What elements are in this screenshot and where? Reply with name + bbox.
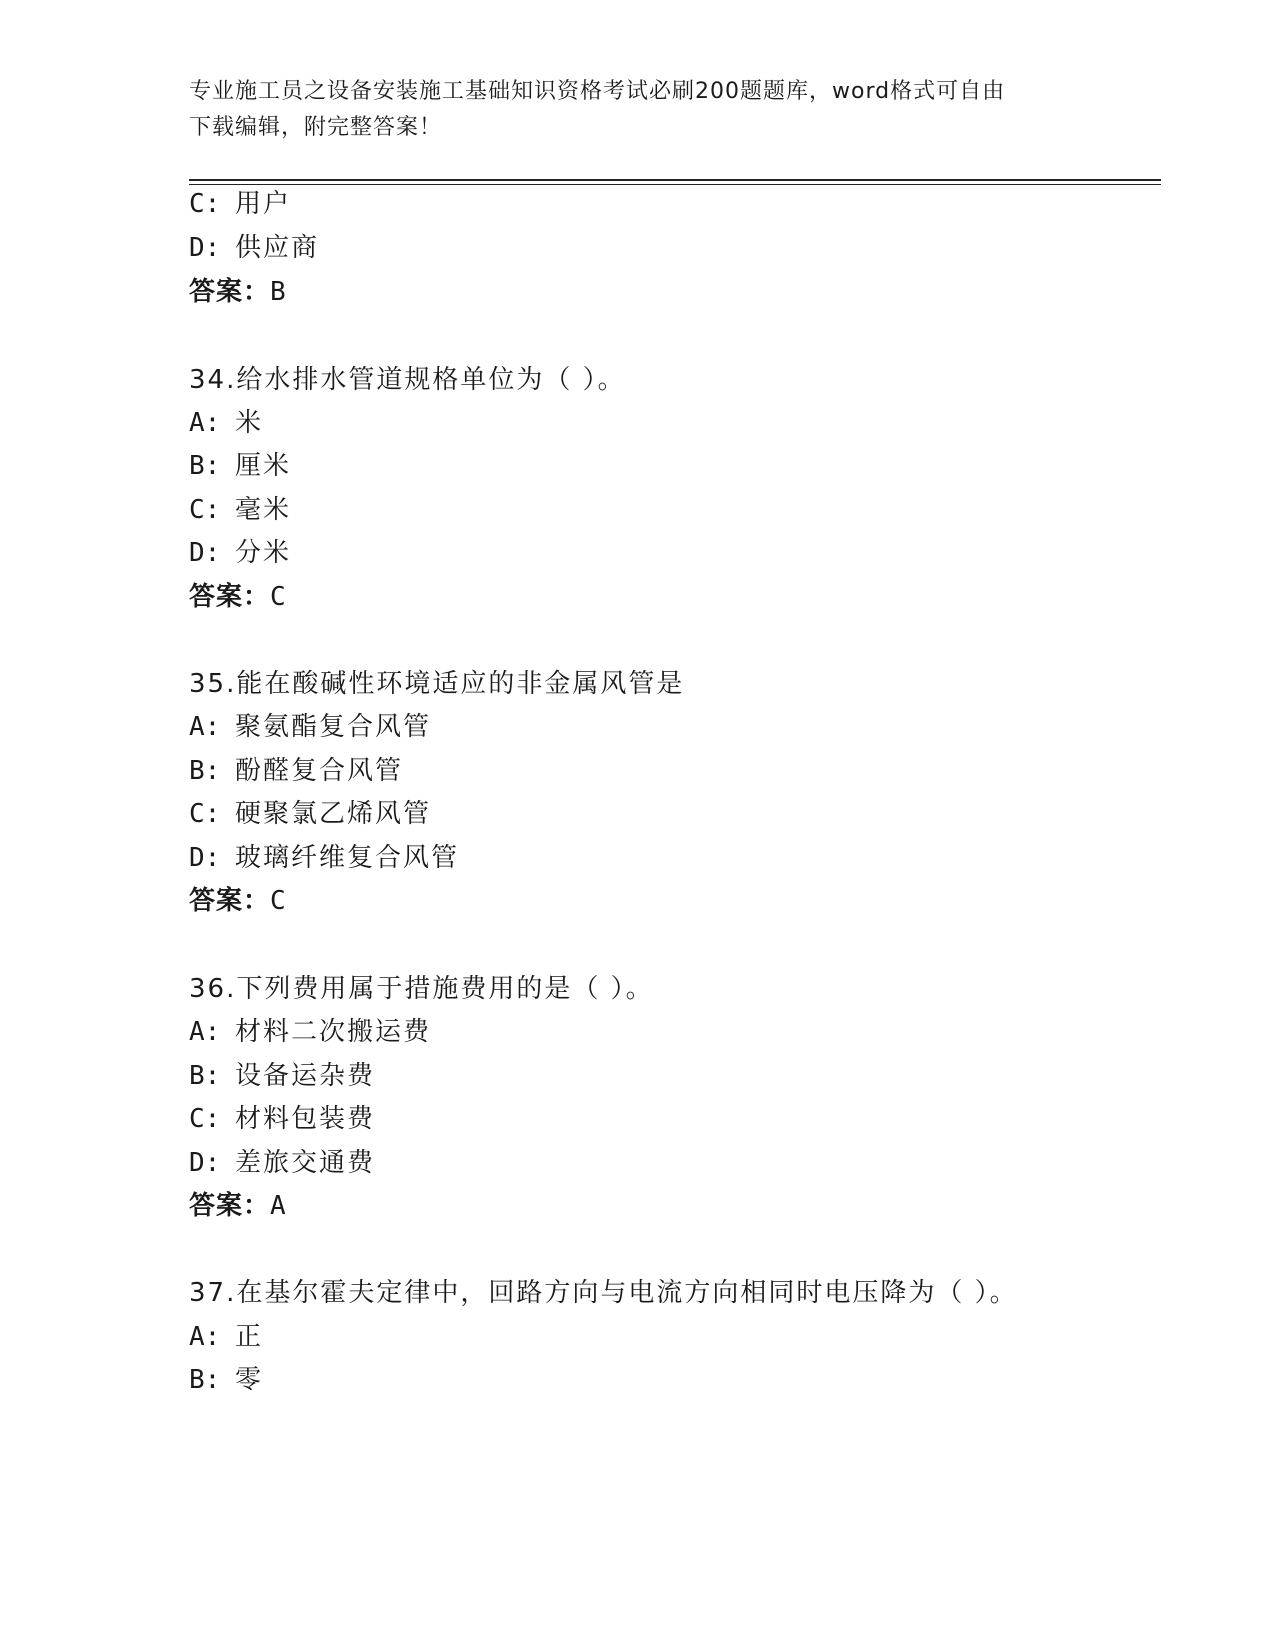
option-row — [189, 797, 431, 831]
answer-value: C — [270, 582, 287, 612]
document-header — [189, 74, 1089, 146]
option-letter: C: — [189, 799, 221, 829]
option-row — [189, 187, 291, 221]
option-row — [189, 841, 459, 875]
option-text: 零 — [235, 1365, 264, 1395]
option-letter: A: — [189, 712, 221, 742]
answer-value: A — [270, 1191, 287, 1221]
option-text: 厘米 — [235, 451, 292, 481]
header-divider-thick — [189, 179, 1161, 181]
option-letter: D: — [189, 233, 221, 263]
option-text: 玻璃纤维复合风管 — [235, 843, 460, 873]
header-title-line-1: 专业施工员之设备安装施工基础知识资格考试必刷200题题库，word格式可自由 — [189, 79, 1006, 104]
option-text: 正 — [235, 1322, 264, 1352]
option-row — [189, 1320, 263, 1354]
option-row — [189, 1363, 263, 1397]
question-stem: 35.能在酸碱性环境适应的非金属风管是 — [189, 669, 685, 699]
answer-row — [189, 884, 287, 918]
option-letter: B: — [189, 1365, 221, 1395]
option-letter: A: — [189, 1322, 221, 1352]
option-letter: B: — [189, 451, 221, 481]
option-text: 设备运杂费 — [235, 1061, 376, 1091]
answer-label: 答案： — [189, 582, 271, 612]
answer-label: 答案： — [189, 1191, 271, 1221]
option-letter: D: — [189, 843, 221, 873]
option-letter: B: — [189, 1061, 221, 1091]
option-text: 差旅交通费 — [235, 1148, 376, 1178]
option-text: 用户 — [235, 189, 292, 219]
answer-value: C — [270, 886, 287, 916]
header-divider-thin — [189, 184, 1161, 185]
option-row — [189, 1015, 431, 1049]
option-row — [189, 1102, 375, 1136]
question-stem: 36.下列费用属于措施费用的是（ ）。 — [189, 974, 654, 1004]
answer-row — [189, 1189, 287, 1223]
option-row — [189, 1146, 375, 1180]
option-text: 材料二次搬运费 — [235, 1017, 432, 1047]
option-letter: D: — [189, 1148, 221, 1178]
option-letter: C: — [189, 189, 221, 219]
answer-label: 答案： — [189, 886, 271, 916]
option-text: 材料包装费 — [235, 1104, 376, 1134]
question-stem: 34.给水排水管道规格单位为（ ）。 — [189, 365, 626, 395]
answer-row — [189, 580, 287, 614]
question-stem: 37.在基尔霍夫定律中，回路方向与电流方向相同时电压降为（ ）。 — [189, 1278, 1018, 1308]
option-text: 酚醛复合风管 — [235, 756, 404, 786]
option-row — [189, 493, 291, 527]
option-letter: A: — [189, 1017, 221, 1047]
answer-label: 答案： — [189, 277, 271, 307]
option-letter: C: — [189, 1104, 221, 1134]
option-text: 分米 — [235, 538, 292, 568]
option-text: 聚氨酯复合风管 — [235, 712, 432, 742]
option-text: 供应商 — [235, 233, 320, 263]
option-row — [189, 406, 263, 440]
header-title-line-2: 下载编辑，附完整答案！ — [189, 115, 443, 140]
answer-value: B — [270, 277, 287, 307]
option-text: 硬聚氯乙烯风管 — [235, 799, 432, 829]
option-row — [189, 710, 431, 744]
option-row — [189, 449, 291, 483]
option-text: 毫米 — [235, 495, 292, 525]
option-row — [189, 536, 291, 570]
option-row — [189, 754, 403, 788]
option-letter: C: — [189, 495, 221, 525]
answer-row — [189, 275, 287, 309]
option-row — [189, 231, 319, 265]
option-letter: B: — [189, 756, 221, 786]
option-letter: D: — [189, 538, 221, 568]
option-letter: A: — [189, 408, 221, 438]
option-text: 米 — [235, 408, 264, 438]
option-row — [189, 1059, 375, 1093]
